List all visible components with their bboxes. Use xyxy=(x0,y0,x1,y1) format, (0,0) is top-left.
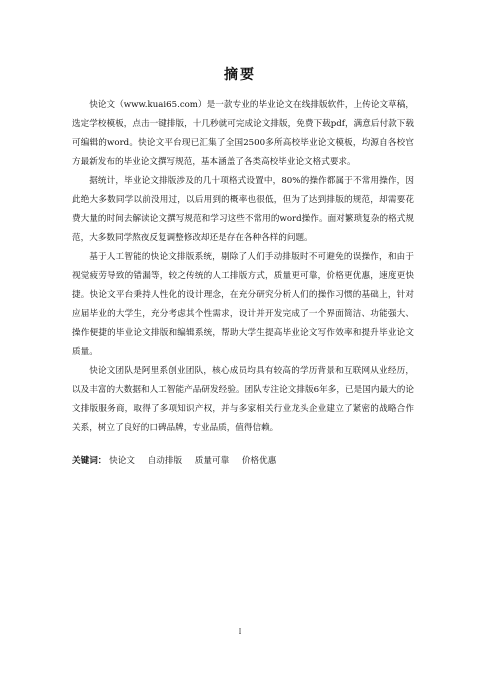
keyword-item: 自动排版 xyxy=(147,456,183,466)
paragraph-3: 基于人工智能的快论文排版系统，剔除了人们手动排版时不可避免的误操作，和由于视觉疲劳导致的错漏等，较之传统的人工排版方式，质量更可靠，价格更优惠，速度更快捷。快论文平台秉持人性化的设计理念，在充分研究分析人们的操作习惯的基础上，针对应届毕业的大学生，充分考虑其个性需求，设计并开发完成了一个界面简洁、功能强大、操作便捷的毕业论文排版和编辑系统，帮助大学生提高毕业论文写作效率和提升毕业论文质量。 xyxy=(72,252,414,357)
keyword-item: 快论文 xyxy=(109,456,135,466)
paragraph-2: 据统计，毕业论文排版涉及的几十项格式设置中，80%的操作都属于不常用操作，因此绝大多数同学以前没用过，以后用到的概率也很低，但为了达到排版的规范，却需要花费大量的时间去解读论文撰写规范和学习这些不常用的word操作。面对繁琐复杂的格式规范，大多数同学熬夜反复调整修改却还是存在各种各样的问题。 xyxy=(72,176,414,243)
page-number: I xyxy=(238,628,242,636)
keyword-item: 质量可靠 xyxy=(194,456,230,466)
keywords-label: 关键词： xyxy=(72,456,107,466)
keywords-line xyxy=(72,452,414,471)
abstract-body xyxy=(72,96,414,471)
keyword-item: 价格优惠 xyxy=(241,456,277,466)
paragraph-4: 快论文团队是阿里系创业团队，核心成员均具有较高的学历背景和互联网从业经历，以及丰富的大数据和人工智能产品研发经验。团队专注论文排版6年多，已是国内最大的论文排版服务商，取得了多项知识产权，并与多家相关行业龙头企业建立了紧密的战略合作关系，树立了良好的口碑品牌，专业品质，值得信赖。 xyxy=(72,366,414,433)
abstract-title: 摘要 xyxy=(224,67,256,83)
paragraph-1: 快论文（www.kuai65.com）是一款专业的毕业论文在线排版软件，上传论文草稿，选定学校模板，点击一键排版，十几秒就可完成论文排版，免费下载pdf，满意后付款下载可编辑的word。快论文平台现已汇集了全国2500多所高校毕业论文模板，均源自各校官方最新发布的毕业论文撰写规范，基本涵盖了各类高校毕业论文格式要求。 xyxy=(72,100,414,167)
